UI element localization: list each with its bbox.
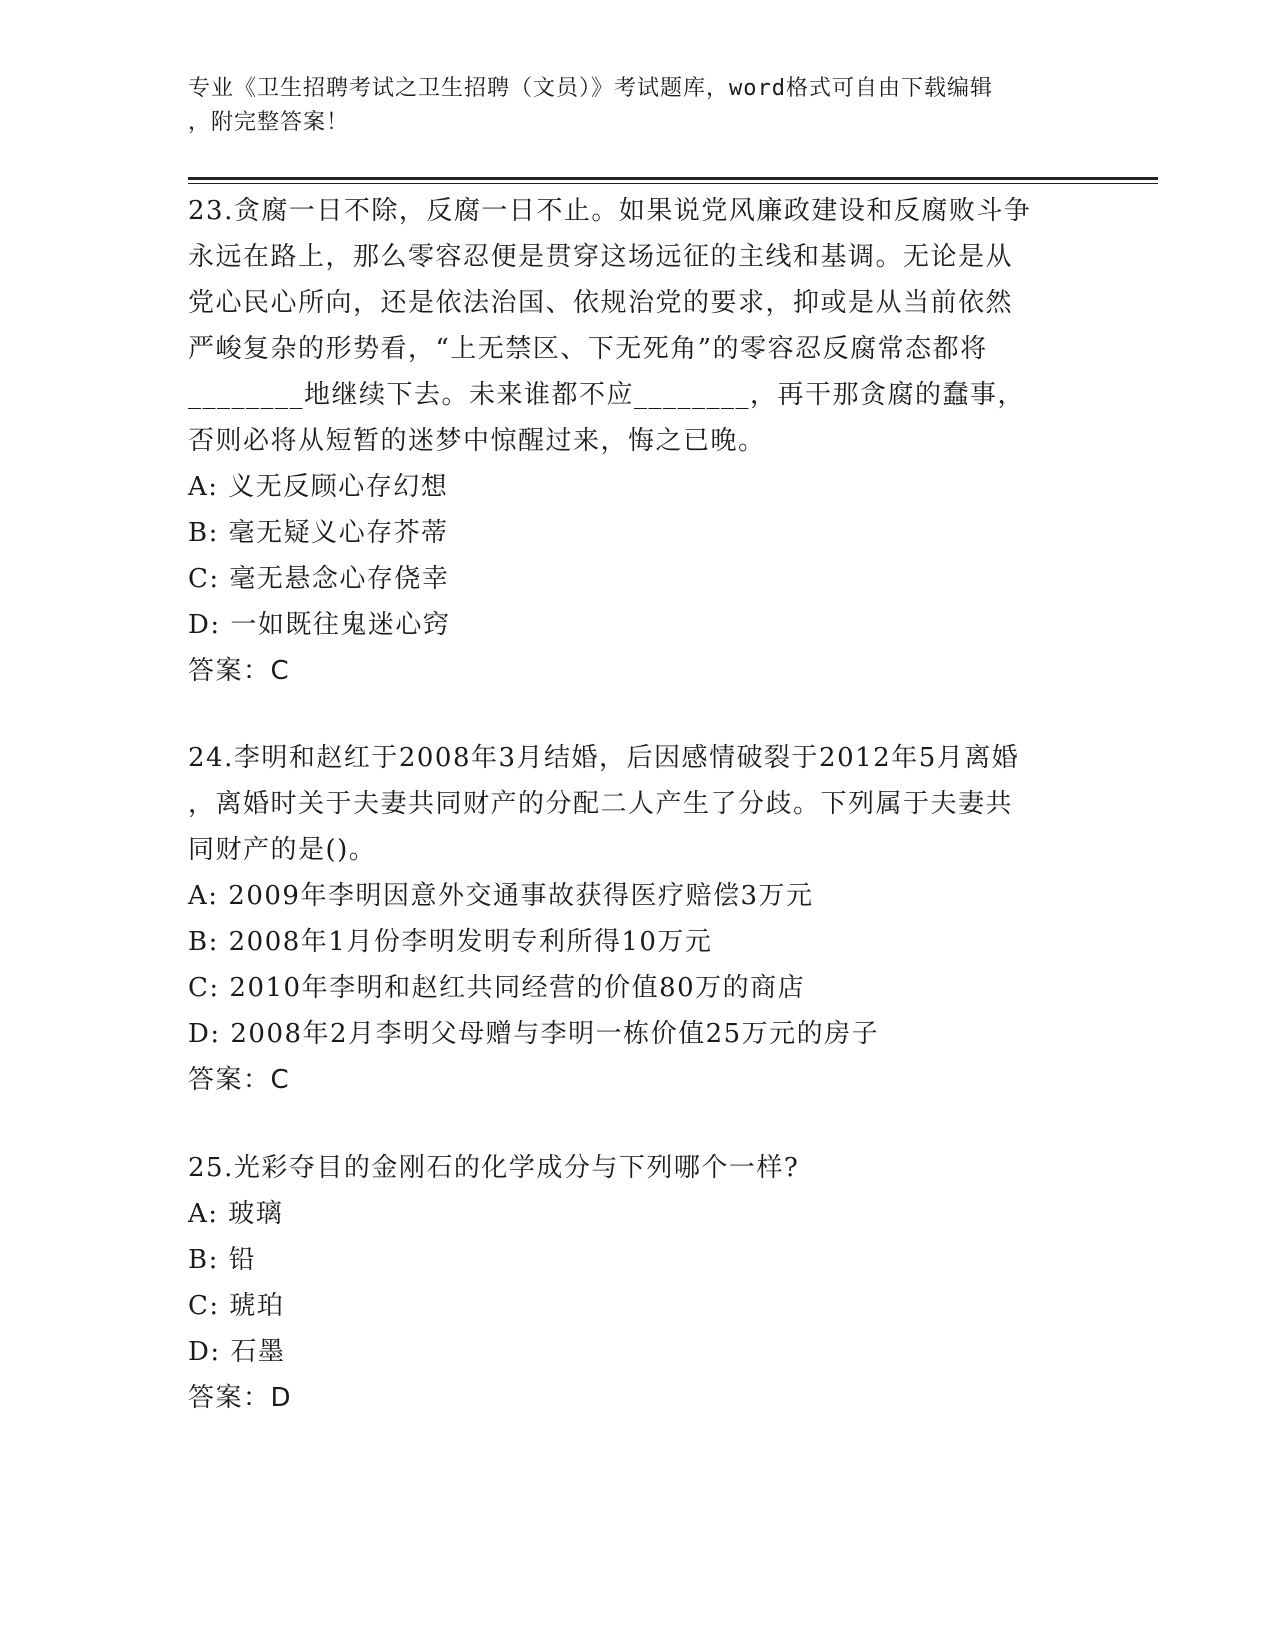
document-header (188, 72, 1088, 140)
header-line-1: 专业《卫生招聘考试之卫生招聘（文员）》考试题库，word格式可自由下载编辑 (188, 76, 993, 101)
header-divider-thin (188, 183, 1158, 184)
question-23 (188, 188, 1068, 694)
answer-text: 答案：C (188, 1065, 291, 1095)
stem-line: 同财产的是()。 (188, 835, 377, 865)
stem-line: 永远在路上，那么零容忍便是贯穿这场远征的主线和基调。无论是从 (188, 242, 1014, 272)
option-list (188, 1191, 1068, 1375)
question-24 (188, 735, 1068, 1103)
option-b: B: 2008年1月份李明发明专利所得10万元 (188, 927, 713, 957)
stem-line: 23.贪腐一日不除，反腐一日不止。如果说党风廉政建设和反腐败斗争 (188, 196, 1032, 226)
option-a: A: 2009年李明因意外交通事故获得医疗赔偿3万元 (188, 881, 814, 911)
question-stem (188, 735, 1068, 873)
stem-line: 党心民心所向，还是依法治国、依规治党的要求，抑或是从当前依然 (188, 288, 1014, 318)
answer-text: 答案：C (188, 656, 291, 686)
question-25 (188, 1145, 1068, 1421)
stem-line: 24.李明和赵红于2008年3月结婚，后因感情破裂于2012年5月离婚 (188, 743, 1020, 773)
option-a: A: 玻璃 (188, 1199, 284, 1229)
option-c: C: 2010年李明和赵红共同经营的价值80万的商店 (188, 973, 806, 1003)
option-list (188, 464, 1068, 648)
header-divider-thick (188, 177, 1158, 180)
stem-line: 严峻复杂的形势看，“上无禁区、下无死角”的零容忍反腐常态都将 (188, 334, 988, 364)
answer-text: 答案：D (188, 1383, 293, 1413)
option-c: C: 毫无悬念心存侥幸 (188, 564, 450, 594)
header-line-2: ，附完整答案！ (188, 110, 350, 135)
stem-line: ，离婚时关于夫妻共同财产的分配二人产生了分歧。下列属于夫妻共 (188, 789, 1014, 819)
stem-line: 否则必将从短暂的迷梦中惊醒过来，悔之已晚。 (188, 426, 766, 456)
option-c: C: 琥珀 (188, 1291, 285, 1321)
option-d: D: 一如既往鬼迷心窍 (188, 610, 451, 640)
option-a: A: 义无反顾心存幻想 (188, 472, 449, 502)
option-d: D: 石墨 (188, 1337, 286, 1367)
option-d: D: 2008年2月李明父母赠与李明一栋价值25万元的房子 (188, 1019, 880, 1049)
question-stem (188, 188, 1068, 464)
option-b: B: 铅 (188, 1245, 257, 1275)
stem-line: ________地继续下去。未来谁都不应________，再干那贪腐的蠢事， (188, 380, 1026, 410)
question-stem (188, 1145, 1068, 1191)
stem-line: 25.光彩夺目的金刚石的化学成分与下列哪个一样? (188, 1153, 800, 1183)
option-list (188, 873, 1068, 1057)
option-b: B: 毫无疑义心存芥蒂 (188, 518, 449, 548)
